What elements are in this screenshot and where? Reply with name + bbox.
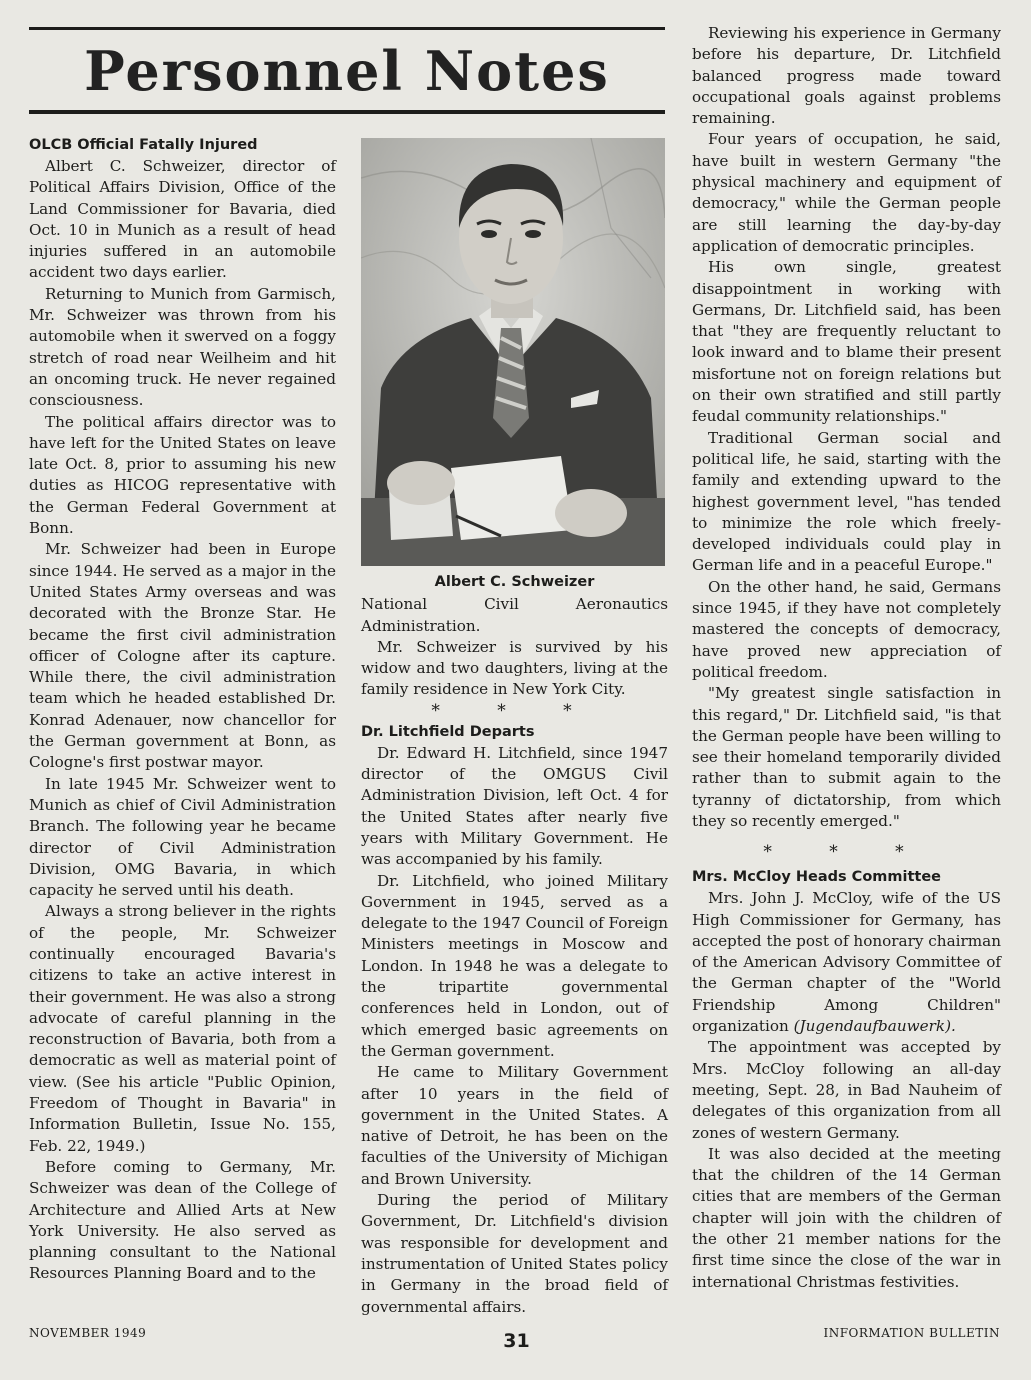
page-number: 31	[503, 1330, 530, 1352]
photo-caption: Albert C. Schweizer	[434, 574, 595, 590]
paragraph: Mr. Schweizer had been in Europe since 1944. He served as a major in the United States Army overseas and was decorated with the Bronze Star. He became the first civil administration officer of Cologne after its capture. While there, the civil administration team which he headed established Dr. Konrad Adenauer, now chancellor for the German government at Bonn, as Cologne's first postwar mayor.	[29, 540, 336, 772]
paragraph: It was also decided at the meeting that the children of the 14 German cities that are members of the German chapter will join with the children of the other 21 member nations for the first time since the close of the war in international Christmas festivities.	[692, 1144, 1001, 1291]
footer-date: NOVEMBER 1949	[29, 1326, 147, 1340]
paragraph: Dr. Edward H. Litchfield, since 1947 director of the OMGUS Civil Administration Division, left Oct. 4 for the United States after nearly five years with Military Government. He was accompanied by his family.	[361, 743, 668, 869]
paragraph: Four years of occupation, he said, have built in western Germany "the physical machinery and equipment of democracy," while the German people are still learning the day-by-day application of democratic principles.	[692, 130, 1001, 255]
paragraph-text: Mrs. John J. McCloy, wife of the US High Commissioner for Germany, has accepted the post of honorary chairman of the American Advisory Committee of the German chapter of the "World Friendship Among Children" organization	[692, 889, 1001, 1036]
paragraph: Returning to Munich from Garmisch, Mr. Schweizer was thrown from his automobile when it swerved on a foggy stretch of road near Weilheim and hit an oncoming truck. He never regained consciousness.	[29, 284, 336, 410]
paragraph: Always a strong believer in the rights of the people, Mr. Schweizer continually encouraged Bavaria's citizens to take an active interest in their government. He was also a strong advocate of careful planning in the reconstruction of Bavaria, both from a democratic as well as material point of view. (See his article "Public Opinion, Freedom of Thought in Bavaria" in Information Bulletin, Issue No. 155, Feb. 22, 1949.)	[29, 902, 336, 1155]
paragraph: His own single, greatest disappointment in working with Germans, Dr. Litchfield said, has been that "they are frequently reluctant to look inward and to blame their present misfortune not on foreign relations but on their own stratified and still partly feudal community relationships."	[692, 258, 1001, 426]
title-rule-bottom	[29, 110, 665, 114]
article-heading-litchfield: Dr. Litchfield Departs	[361, 723, 535, 740]
paragraph: On the other hand, he said, Germans since 1945, if they have not completely mastered the concepts of democracy, have proved new appreciation of political freedom.	[692, 577, 1001, 681]
paragraph: Albert C. Schweizer, director of Political Affairs Division, Office of the Land Commissioner for Bavaria, died Oct. 10 in Munich as a result of head injuries suffered in an automobile accident two days earlier.	[29, 157, 336, 282]
column-middle	[361, 572, 668, 1318]
article-heading-schweizer: OLCB Official Fatally Injured	[29, 137, 258, 153]
paragraph: He came to Military Government after 10 years in the field of government in the United States. A native of Detroit, he has been on the faculties of the University of Michigan and Brown University.	[361, 1063, 668, 1188]
footer-publication: INFORMATION BULLETIN	[823, 1326, 1000, 1340]
article-heading-mccloy: Mrs. McCloy Heads Committee	[692, 869, 941, 886]
paragraph: "My greatest single satisfaction in this regard," Dr. Litchfield said, "is that the German people have been willing to see their homeland temporarily divided rather than to submit again to the tyranny of dictatorship, from which they so recently emerged."	[692, 684, 1001, 830]
title-rule-top	[29, 27, 665, 30]
section-separator: * * *	[763, 842, 930, 863]
paragraph	[692, 888, 1001, 1037]
portrait-illustration	[361, 138, 665, 566]
paragraph: Mr. Schweizer is survived by his widow and two daughters, living at the family residence in New York City.	[361, 637, 668, 699]
paragraph: In late 1945 Mr. Schweizer went to Munich as chief of Civil Administration Branch. The following year he became director of Civil Administration Division, OMG Bavaria, in which capacity he served until his death.	[29, 774, 336, 900]
column-left	[29, 135, 336, 1285]
paragraph-italic: (Jugendaufbauwerk).	[793, 1017, 956, 1036]
portrait-photo	[361, 138, 665, 566]
paragraph: Dr. Litchfield, who joined Military Government in 1945, served as a delegate to the 1947 Council of Foreign Ministers meetings in Moscow and London. In 1948 he was a delegate to the tripartite governmental conferences held in London, out of which emerged basic agreements on the German government.	[361, 871, 668, 1060]
paragraph: During the period of Military Government, Dr. Litchfield's division was responsible for development and instrumentation of United States policy in Germany in the broad field of governmental affairs.	[361, 1191, 668, 1316]
paragraph: The political affairs director was to have left for the United States on leave late Oct. 8, prior to assuming his new duties as HICOG representative with the German Federal Government at Bonn.	[29, 412, 336, 538]
paragraph-continued: National Civil Aeronautics Administration.	[361, 595, 668, 635]
paragraph: Reviewing his experience in Germany before his departure, Dr. Litchfield balanced progress made toward occupational goals against problems remaining.	[692, 24, 1001, 128]
section-separator: * * *	[431, 700, 598, 721]
page-title: Personnel Notes	[84, 39, 610, 103]
paragraph: Traditional German social and political life, he said, starting with the family and extending upward to the highest government level, "has tended to minimize the role which freely-developed individuals could play in German life and in a peaceful Europe."	[692, 428, 1001, 575]
paragraph: Before coming to Germany, Mr. Schweizer was dean of the College of Architecture and Allied Arts at New York University. He also served as planning consultant to the National Resources Planning Board and to the	[29, 1157, 336, 1283]
paragraph: The appointment was accepted by Mrs. McCloy following an all-day meeting, Sept. 28, in Bad Nauheim of delegates of this organization from all zones of western Germany.	[692, 1038, 1001, 1142]
column-right	[692, 23, 1001, 1293]
